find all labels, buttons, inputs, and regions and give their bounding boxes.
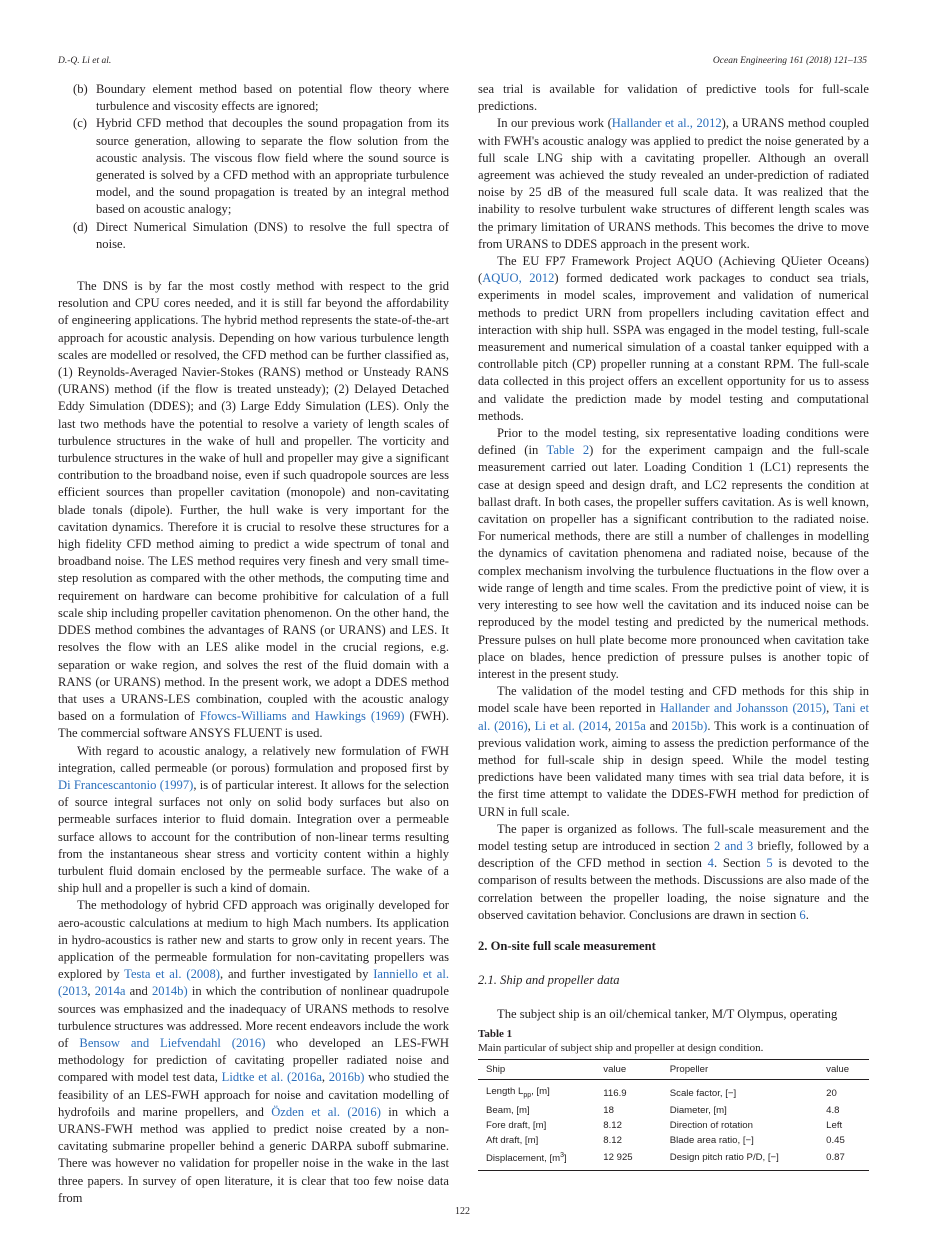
citation-link[interactable]: Testa et al. (2008) [124, 967, 220, 982]
table-cell: Length $L_{pp}$, [m] [486, 1086, 550, 1099]
citation-link[interactable]: Di Francescantonio (1997) [58, 777, 194, 792]
table-title: Table 1 [478, 1028, 513, 1040]
list-item: (c) Hybrid CFD method that decouples the sound propagation from its source generation, allowing to separate the flow solution from the acoustic analysis. The viscous flow field where the sound source is generated is solved by a CFD method with an appropriate turbulence model, and the sound propagation is treated by an integral method based on acoustic analogy; [73, 116, 449, 217]
table-row [478, 1080, 869, 1104]
citation-link[interactable]: 2015b) [671, 718, 708, 733]
running-head-authors: D.-Q. Li et al. [58, 56, 112, 66]
table-cell: 4.8 [826, 1104, 840, 1116]
table-cell: Diameter, [m] [669, 1104, 727, 1116]
citation-link[interactable]: Ffowcs-Williams and Hawkings (1969) [199, 709, 405, 724]
section-link[interactable]: 5 [766, 856, 773, 871]
column-header: value [826, 1064, 850, 1075]
table-cell: Design pitch ratio P/D, [−] [669, 1151, 779, 1163]
page-number: 122 [455, 1206, 470, 1217]
citation-link[interactable]: 2014b) [151, 984, 188, 999]
table-cell: Aft draft, [m] [486, 1134, 539, 1146]
list-item: (d) Direct Numerical Simulation (DNS) to resolve the full spectra of noise. [73, 219, 449, 251]
paragraph: The paper is organized as follows. The full-scale measurement and the model testing setup are introduced in section 2 and 3 briefly, followed by a description of the CFD method in section 4. Section 5 is devoted to the comparison of results between the methods. Discussions are also made of the correlation between the propeller loading, the noise signature and the observed cavitation behavior. Conclusions are drawn in section 6. [478, 821, 869, 922]
paragraph: In our previous work (Hallander et al., 2012), a URANS method coupled with FWH's acoustic analogy was applied to predict the noise generated by a full scale LNG ship with a cavitating propeller. Although an overall agreement was achieved the study revealed an under-prediction of radiated noise by 25 dB of the measured full scale data. It was realized that the inability to resolve turbulent wake structures of different length scales was the primary limitation of URANS methods. This becomes the drive to move from URANS to DDES approach in the present work. [478, 116, 869, 251]
table-cell: Beam, [m] [486, 1104, 530, 1116]
citation-link[interactable]: Hallander and Johansson (2015) [659, 701, 827, 716]
citation-link[interactable]: Özden et al. (2016) [271, 1104, 381, 1119]
table-cell: 116.9 [603, 1087, 627, 1099]
citation-link[interactable]: Hallander et al., 2012 [611, 116, 722, 131]
ship-propeller-table [478, 1059, 869, 1171]
citation-link[interactable]: AQUO, 2012 [482, 271, 555, 286]
table-cell: Scale factor, [−] [669, 1087, 737, 1099]
citation-link[interactable]: Ianniello et al. (2013 [58, 967, 449, 999]
table-cell: 18 [603, 1104, 614, 1116]
table-cell: Direction of rotation [669, 1119, 753, 1131]
paragraph: The DNS is by far the most costly method with respect to the grid resolution and CPU cores needed, and it is still far beyond the affordability of engineering applications. The hybrid method represents the state-of-the-art approach for acoustic analysis. Depending on how various turbulence length scales are modelled or resolved, the CFD method can be further classified as, (1) Reynolds-Averaged Navier-Stokes (RANS) method or Unsteady RANS (URANS) method (if the flow is treated unsteady); (2) Delayed Detached Eddy Simulation (DDES); and (3) Large Eddy Simulation (LES). Only the last two methods have the potential to resolve a variety of length scales of turbulence structures in the wake of hull and propeller. The vorticity and turbulence structures in the wake of hull and propeller may give a significant contribution to the broadband noise, even if such quadropole sources are less efficient sources than propeller cavitation (monopole) and non-cavitating blade tonals (dipole). Further, the hull wake is very important for the cavitation dynamics. Therefore it is crucial to resolve these structures for a high fidelity CFD method aiming to predict a wide spectrum of tonal and broadband noise. The LES method requires very finesh and very small time-step resolution as compared with the other methods, the computing time and requirement on hardware can become prohibitive for calculation of a full scale ship including propeller cavitation phenomenon. On the other hand, the DDES method combines the advantages of RANS (or URANS) and LES. It resolves the flow with an LES alike model in the crucial regions, e.g. separation or wake region, and solves the rest of the fluid domain with a RANS (or URANS) method. In the present work, we adopt a DDES method that uses a URANS-LES combination, coupled with the acoustic analogy based on a formulation of Ffowcs-Williams and Hawkings (1969) (FWH). The commercial software ANSYS FLUENT is used. [58, 279, 449, 741]
table-cell: Blade area ratio, [−] [669, 1134, 754, 1146]
table-cell: Displacement, $[m^3]$ [486, 1151, 567, 1165]
table-cell: 0.45 [826, 1134, 845, 1146]
paragraph: The EU FP7 Framework Project AQUO (Achieving QUieter Oceans) (AQUO, 2012) formed dedicated work packages to conduct sea trials, experiments in model scales, improvement and validation of numerical methods to predict URN from propellers including cavitation effect and interaction with ship hull. SSPA was engaged in the model testing, full-scale measurement and numerical simulation of a coastal tanker equipped with a controllable pitch (CP) propeller running at a constant RPM. The full-scale data collected in this project offers an excellent opportunity for us to assess and validate the prediction made by model testing and computational methods. [478, 254, 869, 423]
subsection-heading: 2.1. Ship and propeller data [478, 973, 620, 988]
table-1 [478, 1027, 869, 1171]
table-cell: 8.12 [603, 1119, 622, 1131]
table-row [478, 1148, 869, 1170]
citation-link[interactable]: 2014a [94, 984, 126, 999]
table-cell: 0.87 [826, 1151, 845, 1163]
column-header: Ship [486, 1064, 506, 1075]
column-header: value [603, 1064, 627, 1075]
citation-link[interactable]: 2015a [615, 718, 646, 733]
table-cell: 8.12 [603, 1134, 622, 1146]
section-link[interactable]: 4 [707, 856, 714, 871]
table-row [478, 1103, 869, 1118]
table-row [478, 1133, 869, 1148]
left-column [58, 81, 449, 1207]
table-link[interactable]: Table 2 [546, 443, 590, 458]
citation-link[interactable]: Li et al. (2014 [534, 718, 609, 733]
running-head [58, 56, 867, 70]
section-link[interactable]: 6 [799, 907, 806, 922]
citation-link[interactable]: Bensow and Liefvendahl (2016) [79, 1035, 266, 1050]
table-row [478, 1118, 869, 1133]
right-column [478, 81, 869, 1024]
paragraph: The validation of the model testing and CFD methods for this ship in model scale have been reported in Hallander and Johansson (2015), Tani et al. (2016), Li et al. (2014, 2015a and 2015b). This work is a continuation of previous validation work, aiming to assess the prediction performance of the method for full-scale ship in design speed. While the model testing predictions have been validated many times with sea trial data before, it is the first time attempt to validate the DDES-FWH method for prediction of URN in full scale. [478, 684, 870, 819]
paragraph: With regard to acoustic analogy, a relatively new formulation of FWH integration, called permeable (or porous) formulation and proposed first by Di Francescantonio (1997), is of particular interest. It allows for the selection of source integral surfaces not only on solid body surfaces but also on permeable surfaces interior to fluid domain. Integration over a permeable surface allows to account for the contribution of non-linear terms resulting from the instantaneous shear stress and vorticity content within a highly turbulent fluid domain enclosed by the permeable surface. The wake of a ship hull and a propeller is such a kind of domain. [58, 743, 450, 896]
section-heading: 2. On-site full scale measurement [478, 938, 656, 953]
column-header: Propeller [669, 1064, 709, 1075]
table-cell: Fore draft, [m] [486, 1119, 547, 1131]
table-cell: 20 [826, 1087, 837, 1099]
running-head-journal: Ocean Engineering 161 (2018) 121–135 [712, 56, 867, 66]
section-link[interactable]: 2 and 3 [713, 838, 754, 853]
paragraph: Prior to the model testing, six representative loading conditions were defined (in Table 2) for the experiment campaign and the full-scale measurement carried out later. Loading Condition 1 (LC1) represents the case at design speed and design draft, and LC2 represents the condition at ballast draft. In both cases, the propeller suffers cavitation. As is well known, cavitation on propeller has a significant contribution to the radiated noise. For numerical methods, there are still a number of challenges in modelling the dynamics of cavitation phenomena and radiated noise, because of the complex mechanism involving the turbulence fluctuations in the flow over a wide range of length and time scales. From the predictive point of view, it is very interesting to see how well the cavitation and its induced noise can be reproduced by the model testing and predicted by the numerical methods. Pressure pulses on hull plate become more pronounced when cavitation take place on blades, hence prediction of pressure pulses is another topic of interest in the present study. [478, 426, 870, 681]
paragraph: The subject ship is an oil/chemical tanker, M/T Olympus, operating [497, 1007, 838, 1022]
method-list [58, 81, 449, 253]
list-item: (b) Boundary element method based on potential flow theory where turbulence and viscosity effects are ignored; [73, 82, 449, 114]
paragraph: sea trial is available for validation of predictive tools for full-scale predictions. [478, 82, 869, 114]
citation-link[interactable]: 2016b) [328, 1070, 365, 1085]
table-header-row [478, 1060, 869, 1080]
table-cell: Left [826, 1119, 843, 1131]
table-caption: Main particular of subject ship and propeller at design condition. [478, 1042, 764, 1054]
citation-link[interactable]: Tani et al. (2016) [478, 701, 870, 733]
citation-link[interactable]: Lidtke et al. (2016a [221, 1070, 322, 1085]
table-cell: 12 925 [603, 1151, 633, 1163]
paragraph: The methodology of hybrid CFD approach was originally developed for aero-acoustic calculations at medium to high Mach numbers. Its application in hydro-acoustics is rather new and starts to grow only in recent years. The application of the permeable formulation for non-cavitating propellers was explored by Testa et al. (2008), and further investigated by Ianniello et al. (2013, 2014a and 2014b) in which the contribution of nonlinear quadrupole sources was emphasized and the inadequacy of URANS methods to resolve turbulence structures was addressed. More recent endeavors include the work of Bensow and Liefvendahl (2016) who developed an LES-FWH methodology for prediction of cavitating propeller radiated noise and compared with model test data, Lidtke et al. (2016a, 2016b) who studied the feasibility of an LES-FWH approach for noise and cavitation modelling of hydrofoils and marine propellers, and Özden et al. (2016) in which a URANS-FWH method was applied to predict noise created by a non-cavitating submarine propeller behind a generic DARPA suboff submarine. There was however no validation for propeller noise in the wake in the last three papers. In survey of open literature, it is clear that too few noise data from [58, 898, 450, 1205]
